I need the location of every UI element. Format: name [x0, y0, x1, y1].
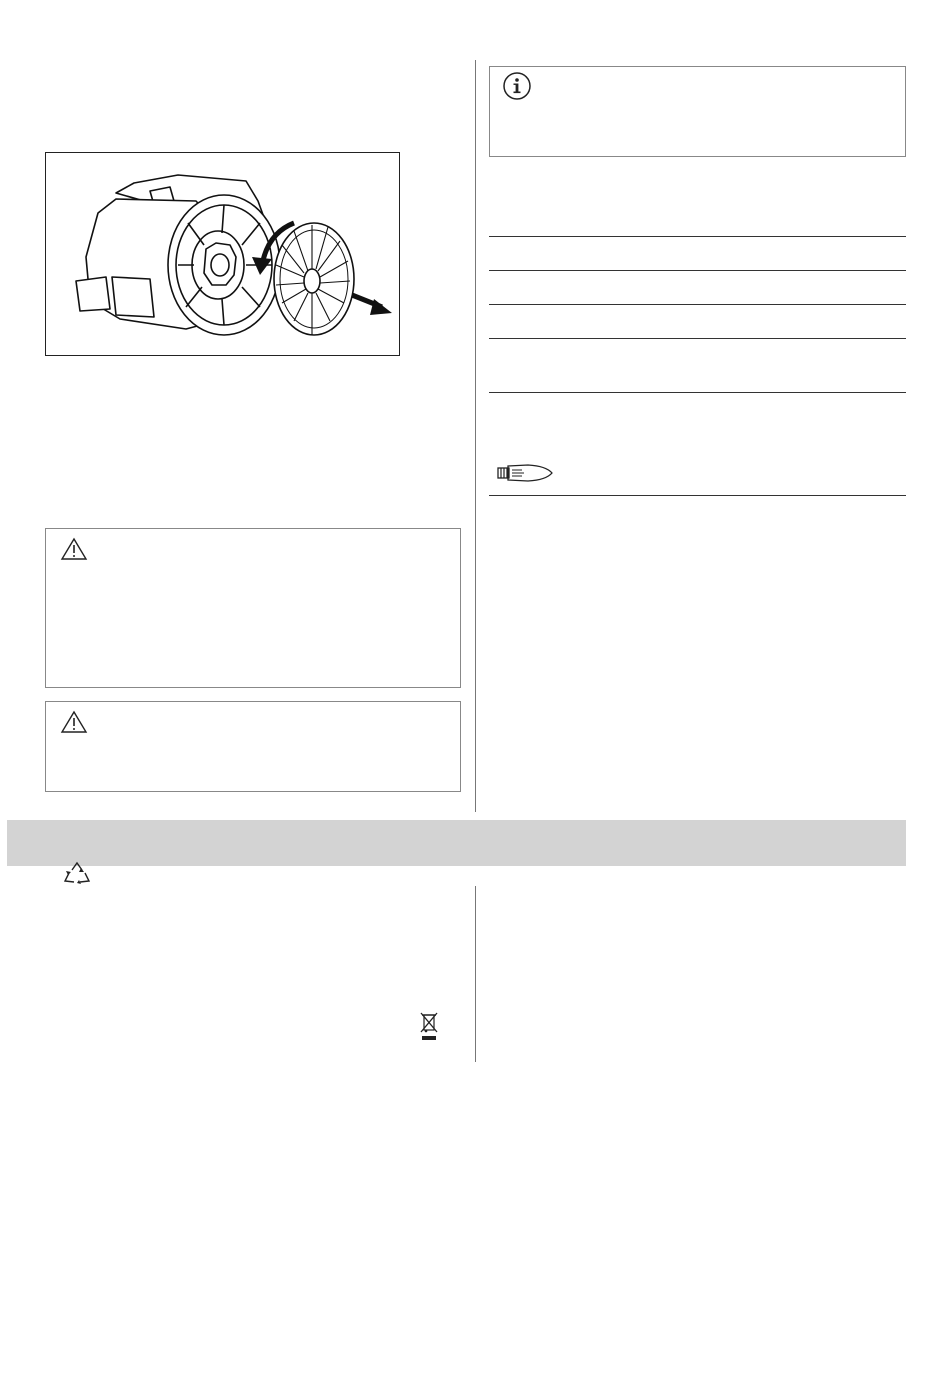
column-divider-top [475, 60, 476, 812]
table-rule [489, 270, 906, 271]
table-rule [489, 338, 906, 339]
recycle-icon [62, 860, 92, 888]
warning-box-2 [45, 701, 461, 792]
warning-triangle-icon [60, 710, 88, 734]
info-circle-icon [502, 71, 532, 101]
fan-filter-removal-illustration [46, 153, 399, 355]
table-rule [489, 236, 906, 237]
table-rule [489, 392, 906, 393]
crossed-bin-icon [419, 1010, 439, 1042]
table-rule [489, 495, 906, 496]
table-rule [489, 304, 906, 305]
column-divider-bottom [475, 886, 476, 1062]
warning-triangle-icon [60, 537, 88, 561]
figure-filter-removal [45, 152, 400, 356]
warning-box-1 [45, 528, 461, 688]
info-box [489, 66, 906, 157]
candle-bulb-icon [494, 460, 554, 486]
section-header-band [7, 820, 906, 866]
